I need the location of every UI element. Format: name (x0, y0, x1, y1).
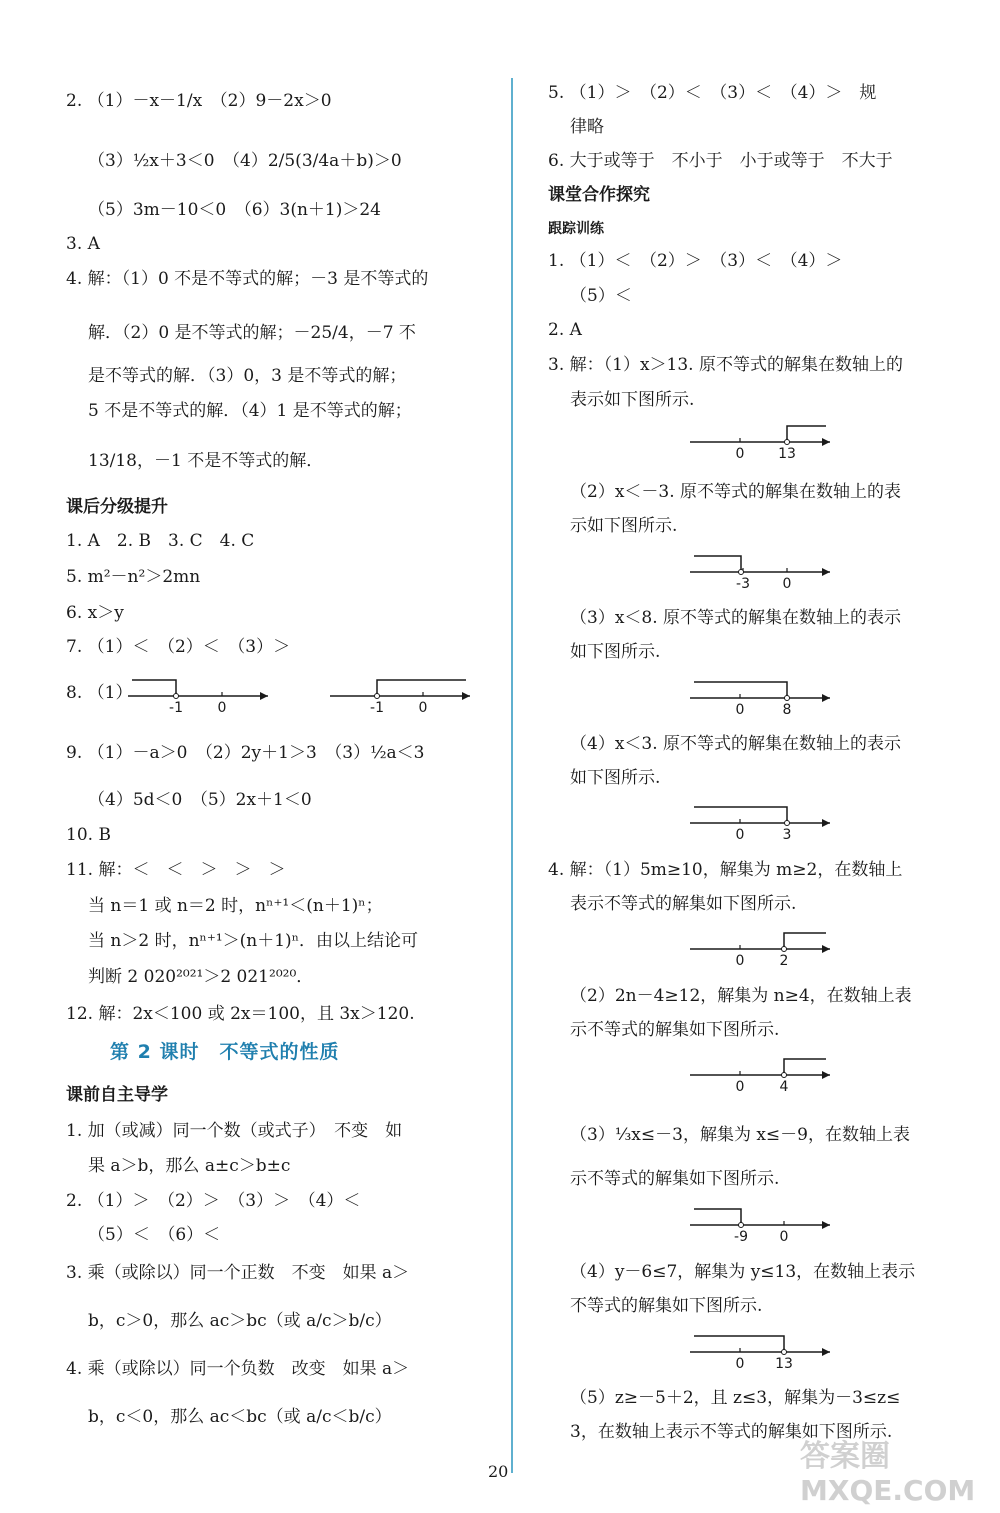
answer-line: 跟踪训练 (548, 221, 604, 237)
answer-line: 是不等式的解．（3）0，3 是不等式的解； (88, 366, 407, 386)
axis-arrow (822, 694, 830, 702)
answer-line: 5. （1）＞ （2）＜ （3）＜ （4）＞ 规 (548, 83, 877, 103)
tick-label: 0 (418, 700, 428, 716)
answer-line: 3. 解：（1）x＞13. 原不等式的解集在数轴上的 (548, 355, 903, 375)
section-heading: 课后分级提升 (66, 497, 168, 517)
tick-label: 0 (735, 827, 745, 843)
tick-label: 8 (782, 702, 792, 718)
answer-line: 4. 乘（或除以）同一个负数 改变 如果 a＞ (66, 1359, 410, 1379)
answer-line: 当 n＝1 或 n＝2 时，nⁿ⁺¹＜(n＋1)ⁿ； (88, 896, 383, 916)
endpoint-dot (375, 694, 380, 699)
answer-line: 果 a＞b，那么 a±c＞b±c (88, 1156, 291, 1176)
endpoint-dot (785, 821, 790, 826)
solution-range-bracket (787, 426, 826, 442)
number-line (690, 927, 840, 973)
number-line (690, 550, 840, 596)
tick-label: 3 (782, 827, 792, 843)
number-line (690, 1330, 840, 1376)
endpoint-dot (174, 694, 179, 699)
answer-line: 1. （1）＜ （2）＞ （3）＜ （4）＞ (548, 251, 843, 271)
axis-arrow (822, 568, 830, 576)
section-heading: 课堂合作探究 (548, 185, 650, 205)
answer-line: 示不等式的解集如下图所示. (570, 1169, 780, 1189)
tick-label: 0 (735, 953, 745, 969)
axis-arrow (822, 945, 830, 953)
answer-line: 解．（2）0 是不等式的解；－25/4，－7 不 (88, 323, 416, 343)
tick-label: 0 (782, 576, 792, 592)
answer-line: 表示如下图所示. (570, 390, 695, 410)
answer-line: （2）x＜－3. 原不等式的解集在数轴上的表 (570, 482, 902, 502)
answer-line: 1. 加（或减）同一个数（或式子） 不变 如 (66, 1121, 403, 1141)
answer-line: （4）5d＜0 （5）2x＋1＜0 (88, 790, 312, 810)
tick-label: -9 (734, 1229, 748, 1245)
answer-line: 律略 (570, 117, 604, 137)
tick-label: 0 (735, 1356, 745, 1372)
answer-line: 8. （1） (66, 683, 133, 703)
solution-range-bracket (784, 1059, 826, 1075)
answer-line: 6. x＞y (66, 603, 124, 623)
answer-line: 3. 乘（或除以）同一个正数 不变 如果 a＞ (66, 1263, 410, 1283)
answer-line: 4. 解：（1）0 不是不等式的解；－3 是不等式的 (66, 269, 429, 289)
answer-line: 3. A (66, 234, 100, 254)
axis-arrow (462, 692, 470, 700)
number-line (690, 676, 840, 722)
answer-line: b，c＞0，那么 ac＞bc（或 a/c＞b/c） (88, 1311, 392, 1331)
answer-line: （5）＜ (570, 286, 632, 306)
answer-line: b，c＜0，那么 ac＜bc（或 a/c＜b/c） (88, 1407, 392, 1427)
answer-line: 4. 解：（1）5m≥10，解集为 m≥2，在数轴上 (548, 860, 903, 880)
answer-line: 2. A (548, 320, 582, 340)
answer-line: （5）3m－10＜0 （6）3(n＋1)＞24 (88, 200, 381, 220)
answer-line: （3）½x＋3＜0 （4）2/5(3/4a＋b)＞0 (88, 151, 402, 171)
axis-arrow (822, 1348, 830, 1356)
answer-line: 2. （1）＞ （2）＞ （3）＞ （4）＜ (66, 1191, 361, 1211)
solution-range-bracket (132, 680, 176, 696)
answer-line: 5 不是不等式的解．（4）1 是不等式的解； (88, 401, 412, 421)
solution-range-bracket (784, 933, 826, 949)
answer-line: 3，在数轴上表示不等式的解集如下图所示. (570, 1422, 893, 1442)
tick-label: 0 (217, 700, 227, 716)
answer-line: 12. 解：2x＜100 或 2x＝100，且 3x＞120. (66, 1004, 415, 1024)
answer-line: 13/18，－1 不是不等式的解． (88, 451, 324, 471)
column-divider (511, 78, 513, 1473)
answer-line: 示如下图所示. (570, 516, 678, 536)
number-line (690, 1053, 840, 1099)
axis-arrow (260, 692, 268, 700)
endpoint-dot (785, 696, 790, 701)
answer-line: 1. A 2. B 3. C 4. C (66, 531, 255, 551)
answer-line: 11. 解：＜ ＜ ＞ ＞ ＞ (66, 860, 286, 880)
answer-line: 9. （1）－a＞0 （2）2y＋1＞3 （3）½a＜3 (66, 743, 425, 763)
answer-line: 7. （1）＜ （2）＜ （3）＞ (66, 637, 291, 657)
solution-range-bracket (694, 1209, 741, 1225)
solution-range-bracket (694, 1336, 784, 1352)
tick-label: 4 (779, 1079, 789, 1095)
tick-label: 13 (778, 446, 796, 462)
answer-line: （3）x＜8. 原不等式的解集在数轴上的表示 (570, 608, 902, 628)
answer-line: 2. （1）－x－1/x （2）9－2x＞0 (66, 91, 332, 111)
watermark-line1: 答案圈 (800, 1439, 890, 1474)
solution-range-bracket (377, 680, 466, 696)
tick-label: -1 (370, 700, 384, 716)
answer-line: （4）x＜3. 原不等式的解集在数轴上的表示 (570, 734, 902, 754)
tick-label: 2 (779, 953, 789, 969)
page-number: 20 (488, 1462, 509, 1481)
tick-label: -1 (169, 700, 183, 716)
answer-line: （5）z≥－5＋2，且 z≤3，解集为－3≤z≤ (570, 1388, 901, 1408)
axis-arrow (822, 1071, 830, 1079)
watermark-line2: MXQE.COM (800, 1474, 976, 1507)
endpoint-dot (782, 1073, 787, 1078)
answer-line: （4）y－6≤7，解集为 y≤13，在数轴上表示 (570, 1262, 916, 1282)
endpoint-dot (739, 1223, 744, 1228)
number-line (690, 420, 840, 466)
answer-line: （3）⅓x≤－3，解集为 x≤－9，在数轴上表 (570, 1125, 910, 1145)
lesson-title: 第 2 课时 不等式的性质 (110, 1041, 340, 1063)
answer-line: 示不等式的解集如下图所示. (570, 1020, 780, 1040)
endpoint-dot (782, 1350, 787, 1355)
number-line (690, 1203, 840, 1249)
endpoint-dot (739, 570, 744, 575)
axis-arrow (822, 438, 830, 446)
tick-label: 0 (735, 446, 745, 462)
solution-range-bracket (694, 556, 741, 572)
number-line (128, 674, 278, 720)
watermark-logo (800, 1440, 975, 1508)
tick-label: 13 (775, 1356, 793, 1372)
tick-label: -3 (736, 576, 750, 592)
answer-line: 10. B (66, 825, 111, 845)
answer-line: （2）2n－4≥12，解集为 n≥4，在数轴上表 (570, 986, 912, 1006)
answer-line: 不等式的解集如下图所示. (570, 1296, 763, 1316)
answer-line: 判断 2 020²⁰²¹＞2 021²⁰²⁰． (88, 967, 314, 987)
tick-label: 0 (779, 1229, 789, 1245)
endpoint-dot (782, 947, 787, 952)
answer-line: 5. m²－n²＞2mn (66, 567, 201, 587)
endpoint-dot (785, 440, 790, 445)
axis-arrow (822, 1221, 830, 1229)
answer-line: 如下图所示. (570, 768, 661, 788)
answer-line: （5）＜ （6）＜ (88, 1225, 221, 1245)
tick-label: 0 (735, 702, 745, 718)
tick-label: 0 (735, 1079, 745, 1095)
answer-line: 6. 大于或等于 不小于 小于或等于 不大于 (548, 151, 893, 171)
number-line (330, 674, 480, 720)
axis-arrow (822, 819, 830, 827)
answer-line: 当 n＞2 时，nⁿ⁺¹＞(n＋1)ⁿ．由以上结论可 (88, 931, 419, 951)
answer-line: 如下图所示. (570, 642, 661, 662)
answer-line: 表示不等式的解集如下图所示. (570, 894, 797, 914)
section-heading: 课前自主导学 (66, 1085, 168, 1105)
number-line (690, 801, 840, 847)
